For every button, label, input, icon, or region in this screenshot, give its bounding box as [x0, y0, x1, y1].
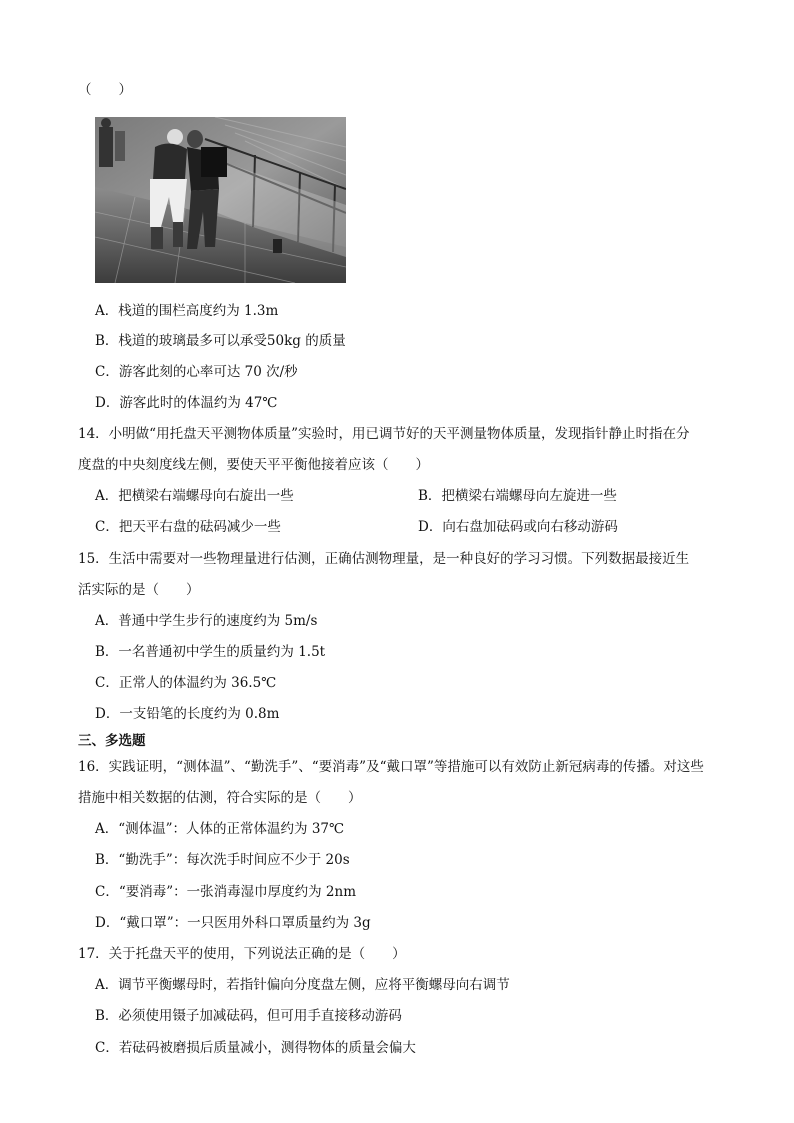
q13-option-d: D．游客此时的体温约为 47℃ [95, 395, 278, 411]
q15-option-a: A．普通中学生步行的速度约为 5m/s [95, 613, 318, 629]
q16-option-b: B．“勤洗手”：每次洗手时间应不少于 20s [95, 852, 350, 868]
q16-option-c: C．“要消毒”：一张消毒湿巾厚度约为 2nm [95, 884, 357, 900]
q16-option-a: A．“测体温”：人体的正常体温约为 37℃ [95, 821, 345, 837]
q17-stem: 17．关于托盘天平的使用，下列说法正确的是（ ） [78, 946, 406, 962]
q16-option-d: D．“戴口罩”：一只医用外科口罩质量约为 3g [95, 915, 371, 931]
q15-option-d: D．一支铅笔的长度约为 0.8m [95, 706, 280, 722]
q14-option-c: C．把天平右盘的砝码减少一些 [95, 519, 281, 535]
q14-stem-line2: 度盘的中央刻度线左侧，要使天平平衡他接着应该（ ） [78, 457, 429, 473]
q14-option-b: B．把横梁右端螺母向左旋进一些 [418, 488, 617, 504]
q14-option-d: D．向右盘加砝码或向右移动游码 [418, 519, 618, 535]
section-heading-multiple-choice: 三、多选题 [78, 733, 146, 749]
q16-stem-line2: 措施中相关数据的估测，符合实际的是（ ） [78, 790, 362, 806]
q15-stem-line1: 15．生活中需要对一些物理量进行估测，正确估测物理量，是一种良好的学习习惯。下列数据最接近生 [78, 551, 690, 567]
q15-option-c: C．正常人的体温约为 36.5℃ [95, 675, 277, 691]
q13-option-b: B．栈道的玻璃最多可以承受50kg 的质量 [95, 333, 346, 349]
q17-option-b: B．必须使用镊子加减砝码，但可用手直接移动游码 [95, 1008, 402, 1024]
q15-option-b: B．一名普通初中学生的质量约为 1.5t [95, 644, 326, 660]
glass-walkway-photo [95, 117, 346, 283]
q13-option-a: A．栈道的围栏高度约为 1.3m [95, 303, 279, 319]
q13-option-c: C．游客此刻的心率可达 70 次/秒 [95, 364, 298, 380]
q15-stem-line2: 活实际的是（ ） [78, 582, 200, 598]
q17-option-c: C．若砝码被磨损后质量减小，测得物体的质量会偏大 [95, 1040, 416, 1056]
q17-option-a: A．调节平衡螺母时，若指针偏向分度盘左侧，应将平衡螺母向右调节 [95, 977, 510, 993]
q14-stem-line1: 14．小明做“用托盘天平测物体质量”实验时，用已调节好的天平测量物体质量，发现指针静止时指在分 [78, 426, 690, 442]
q14-option-a: A．把横梁右端螺母向右旋出一些 [95, 488, 294, 504]
q13-answer-paren: （ ） [78, 82, 132, 98]
q16-stem-line1: 16．实践证明，“测体温”、“勤洗手”、“要消毒”及“戴口罩”等措施可以有效防止新冠病毒的传播。对这些 [78, 759, 704, 775]
